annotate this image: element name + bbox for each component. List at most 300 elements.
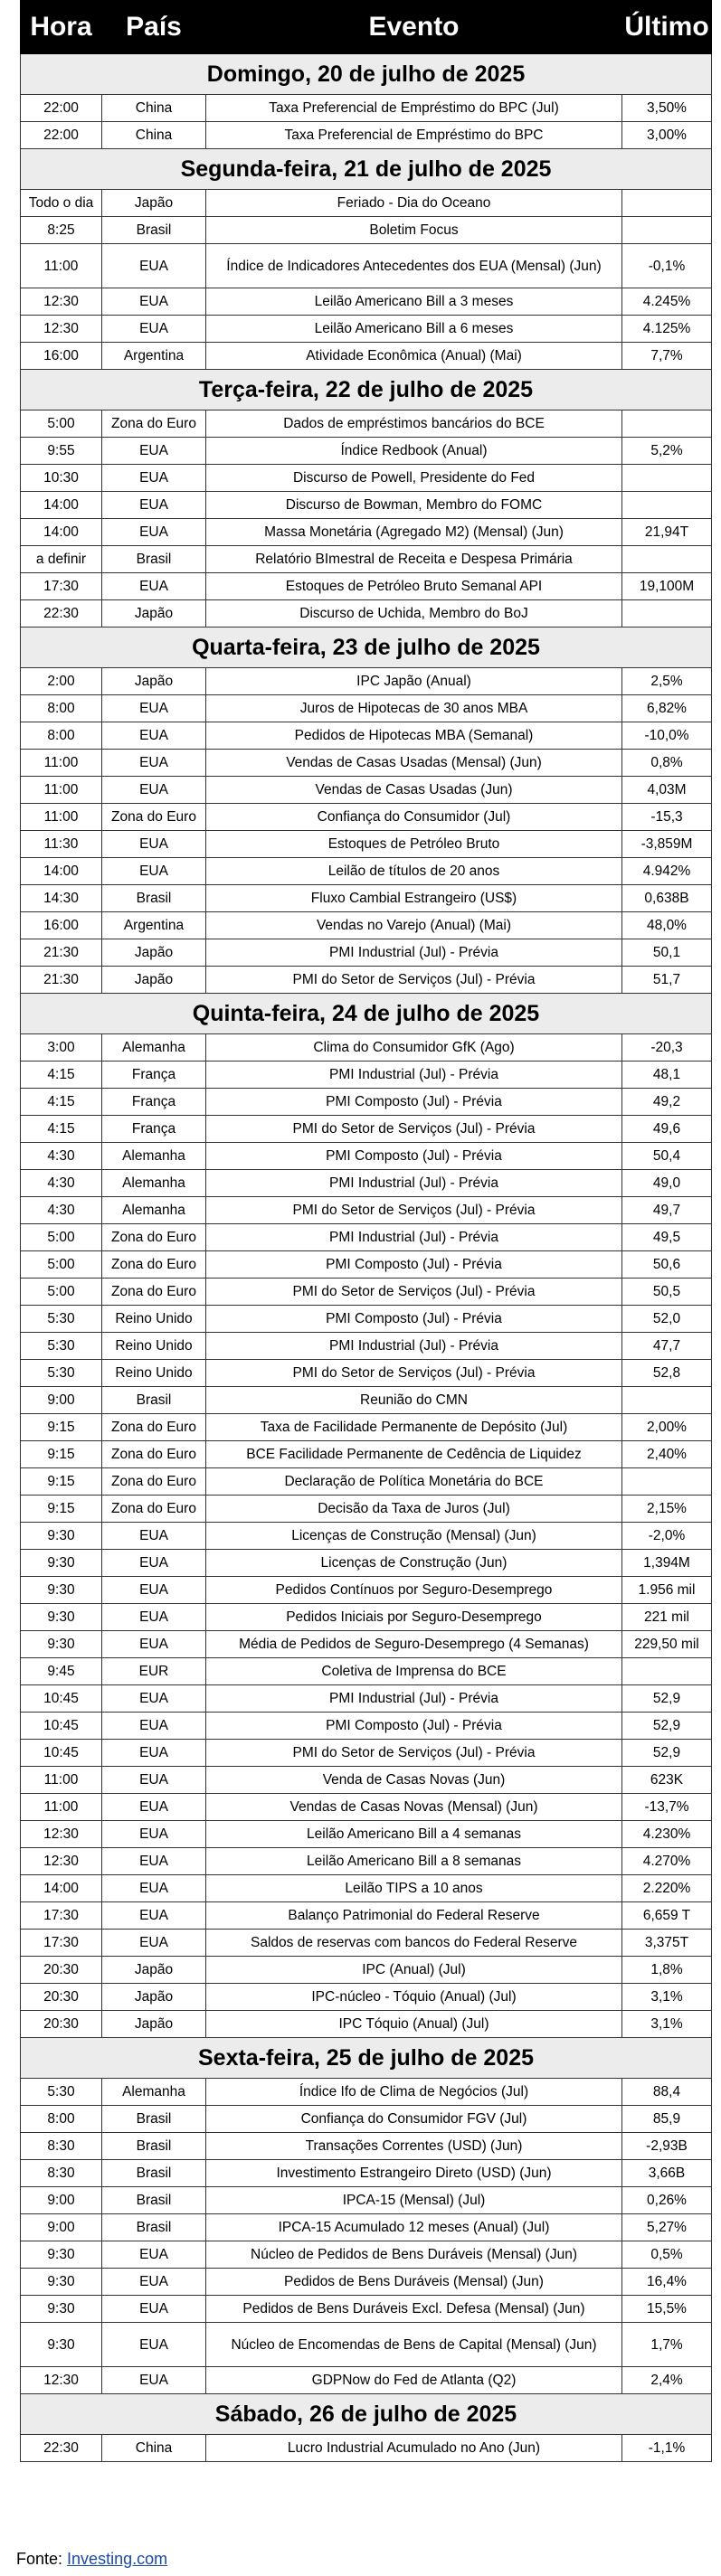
event-time: 4:15 xyxy=(21,1089,102,1116)
event-country: Japão xyxy=(102,600,206,627)
event-name: PMI do Setor de Serviços (Jul) - Prévia xyxy=(206,1197,622,1224)
event-name: PMI Industrial (Jul) - Prévia xyxy=(206,939,622,967)
event-row xyxy=(21,804,712,831)
event-name: Coletiva de Imprensa do BCE xyxy=(206,1658,622,1685)
event-row xyxy=(21,1875,712,1902)
event-last-value: 85,9 xyxy=(622,2106,712,2133)
event-last-value: 4.942% xyxy=(622,858,712,885)
event-name: Boletim Focus xyxy=(206,217,622,244)
event-country: EUA xyxy=(102,722,206,750)
event-row xyxy=(21,912,712,939)
event-last-value: -13,7% xyxy=(622,1794,712,1821)
event-time: 12:30 xyxy=(21,2367,102,2394)
event-country: EUA xyxy=(102,519,206,546)
day-header-row xyxy=(21,149,712,190)
event-time: 10:45 xyxy=(21,1740,102,1767)
event-country: Zona do Euro xyxy=(102,1251,206,1279)
event-time: 5:30 xyxy=(21,1360,102,1387)
event-row xyxy=(21,343,712,370)
day-title: Sexta-feira, 25 de julho de 2025 xyxy=(21,2038,712,2079)
event-last-value: 229,50 mil xyxy=(622,1631,712,1658)
event-name: Leilão Americano Bill a 6 meses xyxy=(206,316,622,343)
event-time: 9:30 xyxy=(21,1631,102,1658)
day-title: Quinta-feira, 24 de julho de 2025 xyxy=(21,994,712,1034)
event-last-value: 1,394M xyxy=(622,1550,712,1577)
event-row xyxy=(21,95,712,122)
event-country: Japão xyxy=(102,190,206,217)
event-row xyxy=(21,939,712,967)
event-time: 14:00 xyxy=(21,858,102,885)
event-name: Leilão Americano Bill a 8 semanas xyxy=(206,1848,622,1875)
event-country: Japão xyxy=(102,967,206,994)
event-last-value: 2,4% xyxy=(622,2367,712,2394)
event-row xyxy=(21,1767,712,1794)
day-title: Sábado, 26 de julho de 2025 xyxy=(21,2394,712,2435)
event-name: Licenças de Construção (Mensal) (Jun) xyxy=(206,1523,622,1550)
event-name: Leilão Americano Bill a 4 semanas xyxy=(206,1821,622,1848)
event-last-value: 21,94T xyxy=(622,519,712,546)
event-country: EUA xyxy=(102,2323,206,2367)
event-row xyxy=(21,1468,712,1496)
event-time: a definir xyxy=(21,546,102,573)
event-country: França xyxy=(102,1089,206,1116)
event-name: PMI do Setor de Serviços (Jul) - Prévia xyxy=(206,1360,622,1387)
event-time: 9:00 xyxy=(21,2187,102,2214)
event-row xyxy=(21,2269,712,2296)
table-body xyxy=(21,54,712,2462)
event-row xyxy=(21,122,712,149)
event-last-value: 48,0% xyxy=(622,912,712,939)
event-last-value: 3,66B xyxy=(622,2160,712,2187)
event-row xyxy=(21,1333,712,1360)
event-name: Massa Monetária (Agregado M2) (Mensal) (Jun) xyxy=(206,519,622,546)
event-row xyxy=(21,1685,712,1713)
event-row xyxy=(21,831,712,858)
event-row xyxy=(21,1604,712,1631)
event-row xyxy=(21,2241,712,2269)
event-row xyxy=(21,573,712,600)
header-hora: Hora xyxy=(21,1,102,54)
source-label: Fonte: xyxy=(16,2550,63,2568)
event-last-value: 0,638B xyxy=(622,885,712,912)
event-time: 22:30 xyxy=(21,2435,102,2462)
event-last-value: 0,8% xyxy=(622,750,712,777)
event-last-value: 52,9 xyxy=(622,1740,712,1767)
event-time: 14:30 xyxy=(21,885,102,912)
event-name: IPC (Anual) (Jul) xyxy=(206,1957,622,1984)
event-name: Relatório BImestral de Receita e Despesa Primária xyxy=(206,546,622,573)
event-name: Vendas de Casas Usadas (Jun) xyxy=(206,777,622,804)
event-country: EUA xyxy=(102,492,206,519)
header-ultimo: Último xyxy=(622,1,712,54)
event-name: Dados de empréstimos bancários do BCE xyxy=(206,410,622,438)
event-last-value: 3,375T xyxy=(622,1930,712,1957)
event-last-value: 19,100M xyxy=(622,573,712,600)
event-time: 5:00 xyxy=(21,1224,102,1251)
event-name: Licenças de Construção (Jun) xyxy=(206,1550,622,1577)
event-time: 5:30 xyxy=(21,1306,102,1333)
event-time: 21:30 xyxy=(21,939,102,967)
event-name: PMI Industrial (Jul) - Prévia xyxy=(206,1062,622,1089)
day-title: Quarta-feira, 23 de julho de 2025 xyxy=(21,627,712,668)
event-row xyxy=(21,885,712,912)
event-name: Feriado - Dia do Oceano xyxy=(206,190,622,217)
day-title: Terça-feira, 22 de julho de 2025 xyxy=(21,370,712,410)
event-name: Fluxo Cambial Estrangeiro (US$) xyxy=(206,885,622,912)
event-country: EUA xyxy=(102,1902,206,1930)
event-row xyxy=(21,1930,712,1957)
event-country: EUA xyxy=(102,2241,206,2269)
event-country: EUA xyxy=(102,573,206,600)
event-row xyxy=(21,288,712,316)
day-header-row xyxy=(21,2394,712,2435)
event-last-value: 0,5% xyxy=(622,2241,712,2269)
event-last-value: -0,1% xyxy=(622,244,712,288)
event-row xyxy=(21,1740,712,1767)
event-name: Transações Correntes (USD) (Jun) xyxy=(206,2133,622,2160)
event-name: GDPNow do Fed de Atlanta (Q2) xyxy=(206,2367,622,2394)
event-time: 21:30 xyxy=(21,967,102,994)
event-row xyxy=(21,2011,712,2038)
event-row xyxy=(21,722,712,750)
event-time: 9:30 xyxy=(21,1604,102,1631)
header-evento: Evento xyxy=(206,1,622,54)
day-header-row xyxy=(21,54,712,95)
event-name: Pedidos de Bens Duráveis (Mensal) (Jun) xyxy=(206,2269,622,2296)
event-row xyxy=(21,1170,712,1197)
event-country: EUA xyxy=(102,1848,206,1875)
event-last-value: 2,5% xyxy=(622,668,712,695)
event-name: Leilão TIPS a 10 anos xyxy=(206,1875,622,1902)
event-name: Estoques de Petróleo Bruto Semanal API xyxy=(206,573,622,600)
event-name: PMI Composto (Jul) - Prévia xyxy=(206,1713,622,1740)
event-last-value: -1,1% xyxy=(622,2435,712,2462)
event-row xyxy=(21,1062,712,1089)
event-country: EUA xyxy=(102,858,206,885)
event-name: Núcleo de Encomendas de Bens de Capital (Mensal) (Jun) xyxy=(206,2323,622,2367)
event-country: EUA xyxy=(102,1604,206,1631)
event-last-value: 221 mil xyxy=(622,1604,712,1631)
event-name: PMI Industrial (Jul) - Prévia xyxy=(206,1224,622,1251)
event-time: 4:30 xyxy=(21,1197,102,1224)
event-row xyxy=(21,1848,712,1875)
event-time: 2:00 xyxy=(21,668,102,695)
event-country: EUA xyxy=(102,2367,206,2394)
event-time: 8:00 xyxy=(21,722,102,750)
event-name: Índice de Indicadores Antecedentes dos EUA (Mensal) (Jun) xyxy=(206,244,622,288)
event-name: Taxa Preferencial de Empréstimo do BPC (Jul) xyxy=(206,95,622,122)
event-last-value: 48,1 xyxy=(622,1062,712,1089)
event-last-value: 3,00% xyxy=(622,122,712,149)
event-row xyxy=(21,2133,712,2160)
event-row xyxy=(21,1713,712,1740)
event-last-value: 52,9 xyxy=(622,1685,712,1713)
header-pais: País xyxy=(102,1,206,54)
event-row xyxy=(21,410,712,438)
event-row xyxy=(21,1984,712,2011)
event-name: Confiança do Consumidor (Jul) xyxy=(206,804,622,831)
event-country: Zona do Euro xyxy=(102,804,206,831)
event-time: 11:00 xyxy=(21,777,102,804)
economic-calendar-table xyxy=(20,0,712,2462)
event-last-value xyxy=(622,492,712,519)
event-name: Pedidos Contínuos por Seguro-Desemprego xyxy=(206,1577,622,1604)
event-name: PMI do Setor de Serviços (Jul) - Prévia xyxy=(206,1279,622,1306)
event-time: 20:30 xyxy=(21,1957,102,1984)
event-last-value: 4.270% xyxy=(622,1848,712,1875)
event-last-value: 49,2 xyxy=(622,1089,712,1116)
event-row xyxy=(21,492,712,519)
event-row xyxy=(21,2367,712,2394)
event-time: 12:30 xyxy=(21,1821,102,1848)
event-country: EUA xyxy=(102,465,206,492)
event-time: 17:30 xyxy=(21,1930,102,1957)
event-time: 9:30 xyxy=(21,2296,102,2323)
event-last-value: 49,7 xyxy=(622,1197,712,1224)
event-country: Japão xyxy=(102,1957,206,1984)
event-name: Discurso de Powell, Presidente do Fed xyxy=(206,465,622,492)
event-name: Balanço Patrimonial do Federal Reserve xyxy=(206,1902,622,1930)
event-row xyxy=(21,2160,712,2187)
event-last-value xyxy=(622,1468,712,1496)
event-row xyxy=(21,1197,712,1224)
event-last-value: 52,0 xyxy=(622,1306,712,1333)
event-row xyxy=(21,695,712,722)
event-last-value: 7,7% xyxy=(622,343,712,370)
event-last-value: -15,3 xyxy=(622,804,712,831)
event-time: 20:30 xyxy=(21,2011,102,2038)
event-row xyxy=(21,1658,712,1685)
event-last-value: 3,1% xyxy=(622,2011,712,2038)
event-last-value: 52,8 xyxy=(622,1360,712,1387)
event-last-value xyxy=(622,1658,712,1685)
event-row xyxy=(21,858,712,885)
event-last-value xyxy=(622,465,712,492)
event-country: EUA xyxy=(102,2296,206,2323)
event-country: Zona do Euro xyxy=(102,1279,206,1306)
event-row xyxy=(21,1360,712,1387)
event-time: 4:30 xyxy=(21,1170,102,1197)
event-name: Pedidos de Hipotecas MBA (Semanal) xyxy=(206,722,622,750)
event-time: 9:30 xyxy=(21,1523,102,1550)
event-time: 22:30 xyxy=(21,600,102,627)
source-link[interactable]: Investing.com xyxy=(67,2550,168,2568)
event-last-value: 49,0 xyxy=(622,1170,712,1197)
event-row xyxy=(21,1631,712,1658)
event-last-value: -2,93B xyxy=(622,2133,712,2160)
day-header-row xyxy=(21,994,712,1034)
event-last-value: 3,1% xyxy=(622,1984,712,2011)
event-country: China xyxy=(102,95,206,122)
event-last-value: 49,5 xyxy=(622,1224,712,1251)
event-name: Clima do Consumidor GfK (Ago) xyxy=(206,1034,622,1062)
event-name: Juros de Hipotecas de 30 anos MBA xyxy=(206,695,622,722)
event-last-value: 5,27% xyxy=(622,2214,712,2241)
event-name: PMI do Setor de Serviços (Jul) - Prévia xyxy=(206,967,622,994)
event-last-value: 4.245% xyxy=(622,288,712,316)
event-name: IPC Japão (Anual) xyxy=(206,668,622,695)
event-country: Argentina xyxy=(102,343,206,370)
day-header-row xyxy=(21,627,712,668)
event-name: Discurso de Uchida, Membro do BoJ xyxy=(206,600,622,627)
event-last-value: 50,6 xyxy=(622,1251,712,1279)
event-country: Alemanha xyxy=(102,1170,206,1197)
event-time: 22:00 xyxy=(21,122,102,149)
event-last-value xyxy=(622,600,712,627)
event-last-value: 51,7 xyxy=(622,967,712,994)
event-last-value: 1,7% xyxy=(622,2323,712,2367)
event-last-value: 4.230% xyxy=(622,1821,712,1848)
event-time: 12:30 xyxy=(21,316,102,343)
event-time: 16:00 xyxy=(21,912,102,939)
event-time: 10:45 xyxy=(21,1685,102,1713)
event-last-value: 50,4 xyxy=(622,1143,712,1170)
event-last-value: 4,03M xyxy=(622,777,712,804)
event-name: Saldos de reservas com bancos do Federal Reserve xyxy=(206,1930,622,1957)
event-time: 9:30 xyxy=(21,2323,102,2367)
event-last-value: 88,4 xyxy=(622,2079,712,2106)
event-row xyxy=(21,1794,712,1821)
event-name: Estoques de Petróleo Bruto xyxy=(206,831,622,858)
event-last-value: 2,15% xyxy=(622,1496,712,1523)
event-time: 9:30 xyxy=(21,1577,102,1604)
event-row xyxy=(21,967,712,994)
event-last-value: 5,2% xyxy=(622,438,712,465)
event-row xyxy=(21,1902,712,1930)
event-country: EUA xyxy=(102,438,206,465)
event-row xyxy=(21,2323,712,2367)
event-last-value: 52,9 xyxy=(622,1713,712,1740)
event-country: Japão xyxy=(102,2011,206,2038)
event-last-value xyxy=(622,1387,712,1414)
event-last-value: 16,4% xyxy=(622,2269,712,2296)
event-country: Zona do Euro xyxy=(102,1224,206,1251)
event-last-value: -10,0% xyxy=(622,722,712,750)
event-row xyxy=(21,2187,712,2214)
event-time: 5:30 xyxy=(21,2079,102,2106)
event-time: 11:00 xyxy=(21,804,102,831)
event-time: 5:00 xyxy=(21,1251,102,1279)
event-country: EUR xyxy=(102,1658,206,1685)
event-country: Brasil xyxy=(102,546,206,573)
event-country: Brasil xyxy=(102,2106,206,2133)
event-time: 9:15 xyxy=(21,1468,102,1496)
table-header xyxy=(21,1,712,54)
event-country: EUA xyxy=(102,1930,206,1957)
day-title: Segunda-feira, 21 de julho de 2025 xyxy=(21,149,712,190)
event-name: PMI Composto (Jul) - Prévia xyxy=(206,1306,622,1333)
event-last-value: 1,8% xyxy=(622,1957,712,1984)
event-country: EUA xyxy=(102,288,206,316)
event-time: 5:00 xyxy=(21,1279,102,1306)
event-time: 10:30 xyxy=(21,465,102,492)
event-last-value: 0,26% xyxy=(622,2187,712,2214)
event-name: Confiança do Consumidor FGV (Jul) xyxy=(206,2106,622,2133)
event-time: 9:15 xyxy=(21,1441,102,1468)
event-row xyxy=(21,1143,712,1170)
event-time: 9:15 xyxy=(21,1414,102,1441)
event-name: Decisão da Taxa de Juros (Jul) xyxy=(206,1496,622,1523)
event-country: EUA xyxy=(102,316,206,343)
event-country: EUA xyxy=(102,1794,206,1821)
event-time: 14:00 xyxy=(21,519,102,546)
event-country: Reino Unido xyxy=(102,1360,206,1387)
event-name: PMI do Setor de Serviços (Jul) - Prévia xyxy=(206,1740,622,1767)
event-time: 14:00 xyxy=(21,492,102,519)
event-row xyxy=(21,1279,712,1306)
day-header-row xyxy=(21,370,712,410)
event-last-value: 47,7 xyxy=(622,1333,712,1360)
event-name: Índice Ifo de Clima de Negócios (Jul) xyxy=(206,2079,622,2106)
event-time: 22:00 xyxy=(21,95,102,122)
event-country: EUA xyxy=(102,1577,206,1604)
event-time: 10:45 xyxy=(21,1713,102,1740)
event-time: 17:30 xyxy=(21,1902,102,1930)
day-title: Domingo, 20 de julho de 2025 xyxy=(21,54,712,95)
event-time: 8:30 xyxy=(21,2133,102,2160)
event-name: Taxa Preferencial de Empréstimo do BPC xyxy=(206,122,622,149)
event-last-value: 6,659 T xyxy=(622,1902,712,1930)
event-country: EUA xyxy=(102,1631,206,1658)
event-country: EUA xyxy=(102,2269,206,2296)
event-country: EUA xyxy=(102,1821,206,1848)
event-last-value: 2.220% xyxy=(622,1875,712,1902)
event-time: 9:15 xyxy=(21,1496,102,1523)
event-name: Atividade Econômica (Anual) (Mai) xyxy=(206,343,622,370)
event-country: França xyxy=(102,1062,206,1089)
event-row xyxy=(21,438,712,465)
event-last-value: 2,00% xyxy=(622,1414,712,1441)
event-country: EUA xyxy=(102,244,206,288)
event-name: BCE Facilidade Permanente de Cedência de Liquidez xyxy=(206,1441,622,1468)
event-country: EUA xyxy=(102,1767,206,1794)
event-country: Brasil xyxy=(102,2160,206,2187)
event-name: PMI Industrial (Jul) - Prévia xyxy=(206,1333,622,1360)
event-row xyxy=(21,1957,712,1984)
event-country: EUA xyxy=(102,1740,206,1767)
event-last-value: 6,82% xyxy=(622,695,712,722)
event-name: Discurso de Bowman, Membro do FOMC xyxy=(206,492,622,519)
event-row xyxy=(21,190,712,217)
event-time: 9:55 xyxy=(21,438,102,465)
event-country: Zona do Euro xyxy=(102,410,206,438)
event-row xyxy=(21,1550,712,1577)
event-name: IPC-núcleo - Tóquio (Anual) (Jul) xyxy=(206,1984,622,2011)
event-country: Brasil xyxy=(102,2133,206,2160)
event-time: 11:00 xyxy=(21,750,102,777)
event-country: EUA xyxy=(102,831,206,858)
event-row xyxy=(21,1496,712,1523)
event-name: Vendas de Casas Usadas (Mensal) (Jun) xyxy=(206,750,622,777)
event-time: 9:00 xyxy=(21,1387,102,1414)
event-last-value: 15,5% xyxy=(622,2296,712,2323)
event-country: Brasil xyxy=(102,217,206,244)
event-name: PMI Composto (Jul) - Prévia xyxy=(206,1143,622,1170)
event-country: China xyxy=(102,2435,206,2462)
event-country: EUA xyxy=(102,1875,206,1902)
event-time: 16:00 xyxy=(21,343,102,370)
event-row xyxy=(21,600,712,627)
event-country: EUA xyxy=(102,1523,206,1550)
event-row xyxy=(21,1387,712,1414)
event-name: Pedidos de Bens Duráveis Excl. Defesa (Mensal) (Jun) xyxy=(206,2296,622,2323)
event-time: 17:30 xyxy=(21,573,102,600)
event-name: PMI do Setor de Serviços (Jul) - Prévia xyxy=(206,1116,622,1143)
event-time: Todo o dia xyxy=(21,190,102,217)
event-time: 9:30 xyxy=(21,2269,102,2296)
event-name: Declaração de Política Monetária do BCE xyxy=(206,1468,622,1496)
event-country: Reino Unido xyxy=(102,1333,206,1360)
